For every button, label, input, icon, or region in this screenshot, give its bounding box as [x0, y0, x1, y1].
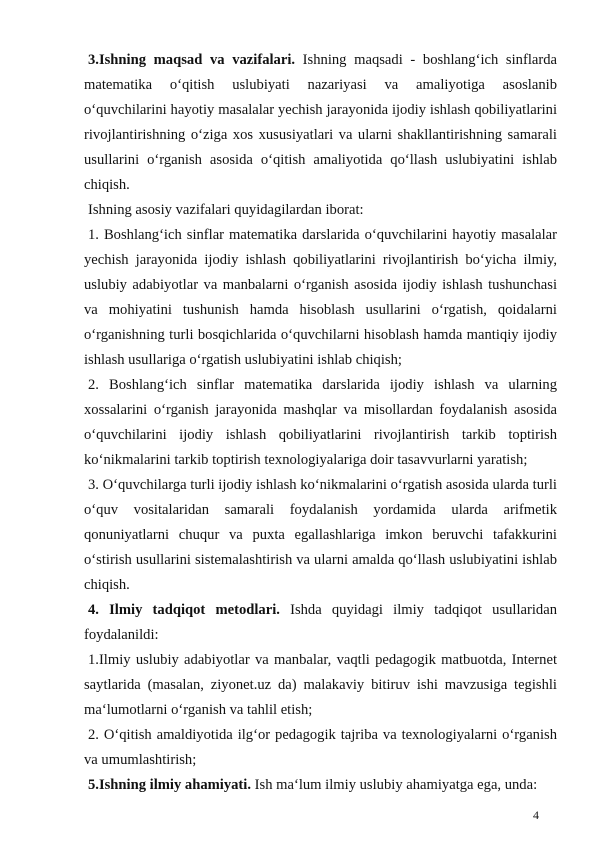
goal-heading: 3.Ishning maqsad va vazifalari. [88, 52, 296, 68]
methods-heading: 4. Ilmiy tadqiqot metodlari. [88, 602, 280, 618]
task-item-2: 2. Boshlang‘ich sinflar matematika darslarida ijodiy ishlash va ularning xossalarini o‘rganish jarayonida mashqlar va misollardan foydalanish asosida o‘quvchilarini ijodiy ishlash qobiliyatlarini rivojlantirish tarkib toptirish ko‘nikmalarini tarkib toptirish texnologiyalariga doir tasavvurlarni yaratish; [84, 377, 557, 468]
task-item-1: 1. Boshlang‘ich sinflar matematika darslarida o‘quvchilarini hayotiy masalalar yechish jarayonida ijodiy ishlash qobiliyatlarini rivojlantirish bo‘yicha ilmiy, uslubiy adabiyotlar va manbalarni o‘rganish asosida ijodiy ishlash tushunchasi va mohiyatini tushunish hamda hisoblash usullarini o‘rgatish, qoidalarni o‘rganishning turli bosqichlarida o‘quvchilarni hisoblash hamda mantiqiy ijodiy ishlash usullariga o‘rgatish uslubiyatini ishlab chiqish; [84, 227, 557, 368]
significance-heading: 5.Ishning ilmiy ahamiyati. [88, 777, 251, 793]
significance-text: Ish ma‘lum ilmiy uslubiy ahamiyatga ega, unda: [251, 777, 538, 793]
method-item-1: 1.Ilmiy uslubiy adabiyotlar va manbalar, vaqtli pedagogik matbuotda, Internet saytlarida (masalan, ziyonet.uz da) malakaviy bitiruv ishi mavzusiga tegishli ma‘lumotlarni o‘rganish va tahlil etish; [84, 652, 557, 718]
goal-paragraph [84, 48, 557, 198]
page-number: 4 [533, 808, 539, 822]
page-body [84, 48, 557, 798]
task-item-3: 3. O‘quvchilarga turli ijodiy ishlash ko‘nikmalarini o‘rgatish asosida ularda turli o‘quv vositalaridan samarali foydalanish yordamida ularda arifmetik qonuniyatlarni chuqur va puxta egallashlariga imkon beruvchi tafakkurini o‘stirish usullarini sistemalashtirish va ularni amalda qo‘llash uslubiyatini ishlab chiqish. [84, 477, 557, 593]
significance-paragraph [84, 773, 557, 798]
goal-text: Ishning maqsadi - boshlang‘ich sinflarda matematika o‘qitish uslubiyati nazariyasi va amaliyotiga asoslanib o‘quvchilarini hayotiy masalalar yechish jarayonida ijodiy ishlash qobiliyatlarini rivojlantirishning o‘ziga xos xususiyatlari va ularni shakllantirishning samarali usullarini o‘rganish asosida o‘qitish amaliyotida qo‘llash uslubiyatini ishlab chiqish. [84, 52, 557, 193]
methods-text: Ishda quyidagi ilmiy tadqiqot usullaridan foydalanildi: [84, 602, 557, 643]
method-item-2: 2. O‘qitish amaldiyotida ilg‘or pedagogik tajriba va texnologiyalarni o‘rganish va umumlashtirish; [84, 727, 557, 768]
tasks-intro: Ishning asosiy vazifalari quyidagilardan iborat: [88, 202, 364, 218]
methods-paragraph [84, 598, 557, 648]
